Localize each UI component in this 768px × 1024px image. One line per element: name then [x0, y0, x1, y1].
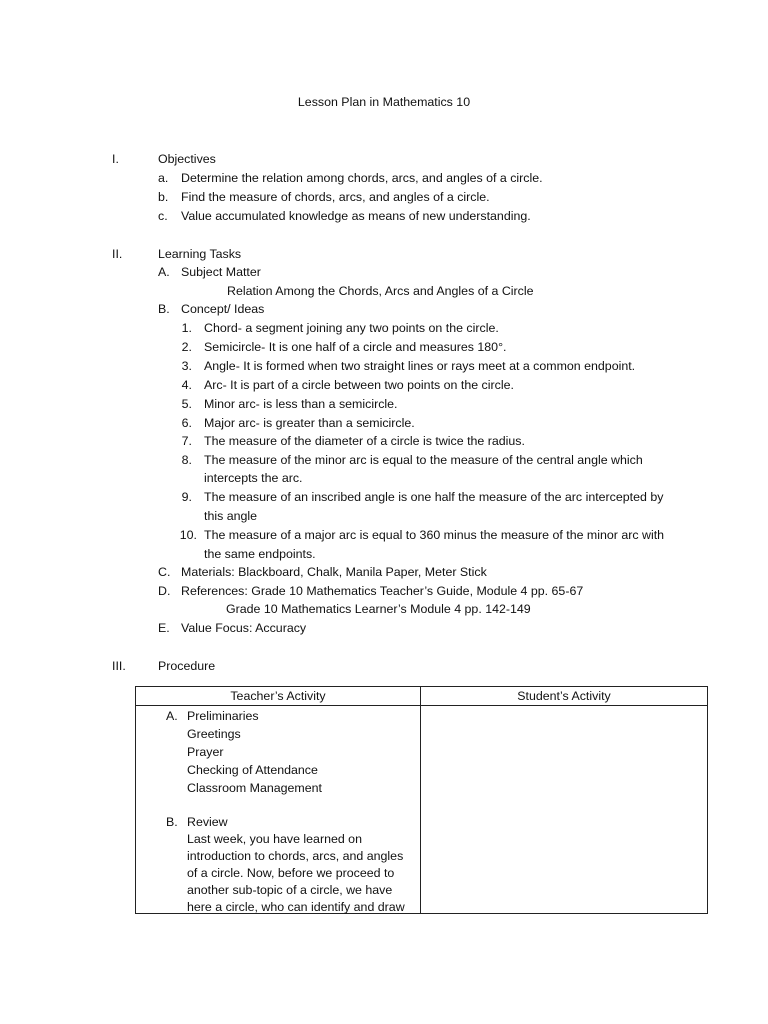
section-heading-objectives: Objectives [158, 152, 216, 166]
list-number: 5. [181, 397, 192, 411]
list-number: 10. [179, 528, 197, 542]
review-text-line: another sub-topic of a circle, we have [187, 883, 393, 897]
section-heading-learning-tasks: Learning Tasks [158, 247, 242, 261]
list-marker: A. [166, 709, 178, 723]
references-line-2: Grade 10 Mathematics Learner’s Module 4 pp. 142-149 [226, 602, 531, 616]
section-numeral: III. [112, 659, 126, 673]
references-line: References: Grade 10 Mathematics Teacher’s Guide, Module 4 pp. 65-67 [181, 584, 584, 598]
teacher-activity-cell [136, 706, 421, 914]
list-marker: E. [158, 621, 170, 635]
concept-item: The measure of an inscribed angle is one half the measure of the arc intercepted by [204, 490, 664, 504]
list-marker: B. [166, 815, 178, 829]
concept-item: The measure of a major arc is equal to 360 minus the measure of the minor arc with [204, 528, 665, 542]
list-marker: C. [158, 565, 171, 579]
student-activity-cell [421, 706, 708, 914]
concept-item: Minor arc- is less than a semicircle. [204, 397, 398, 411]
list-number: 3. [181, 359, 192, 373]
list-number: 4. [181, 378, 192, 392]
subject-matter-text: Relation Among the Chords, Arcs and Angles of a Circle [227, 284, 534, 298]
objective-item: Determine the relation among chords, arcs, and angles of a circle. [181, 171, 543, 185]
column-header-teacher: Teacher’s Activity [136, 687, 421, 706]
list-marker: B. [158, 302, 170, 316]
concept-item: The measure of the diameter of a circle is twice the radius. [204, 434, 525, 448]
list-number: 8. [181, 453, 192, 467]
list-marker: D. [158, 584, 171, 598]
column-header-student: Student’s Activity [421, 687, 708, 706]
preliminaries-item: Prayer [187, 745, 224, 759]
preliminaries-heading: Preliminaries [187, 709, 259, 723]
subject-matter-label: Subject Matter [181, 265, 261, 279]
preliminaries-item: Checking of Attendance [187, 763, 318, 777]
list-marker: A. [158, 265, 170, 279]
review-heading: Review [187, 815, 228, 829]
section-numeral: I. [112, 152, 119, 166]
list-marker: b. [158, 190, 169, 204]
review-text-line: introduction to chords, arcs, and angles [187, 849, 404, 863]
concept-item: Chord- a segment joining any two points on the circle. [204, 321, 499, 335]
page-title: Lesson Plan in Mathematics 10 [297, 95, 471, 109]
section-heading-procedure: Procedure [158, 659, 216, 673]
review-text-line: Last week, you have learned on [187, 832, 362, 846]
section-numeral: II. [112, 247, 123, 261]
concept-item-continued: this angle [204, 509, 258, 523]
concept-item: Semicircle- It is one half of a circle and measures 180°. [204, 340, 507, 354]
list-number: 6. [181, 416, 192, 430]
value-focus-line: Value Focus: Accuracy [181, 621, 307, 635]
list-number: 9. [181, 490, 192, 504]
concept-item: Arc- It is part of a circle between two points on the circle. [204, 378, 514, 392]
review-text-line: of a circle. Now, before we proceed to [187, 866, 395, 880]
concept-item: The measure of the minor arc is equal to the measure of the central angle which [204, 453, 643, 467]
list-marker: c. [158, 209, 168, 223]
concept-item: Angle- It is formed when two straight lines or rays meet at a common endpoint. [204, 359, 636, 373]
list-number: 1. [181, 321, 192, 335]
materials-line: Materials: Blackboard, Chalk, Manila Paper, Meter Stick [181, 565, 487, 579]
objective-item: Find the measure of chords, arcs, and angles of a circle. [181, 190, 490, 204]
concept-item: Major arc- is greater than a semicircle. [204, 416, 415, 430]
preliminaries-item: Greetings [187, 727, 241, 741]
list-marker: a. [158, 171, 169, 185]
concept-item-continued: the same endpoints. [204, 547, 316, 561]
concept-ideas-label: Concept/ Ideas [181, 302, 265, 316]
concept-item-continued: intercepts the arc. [204, 471, 303, 485]
preliminaries-item: Classroom Management [187, 781, 322, 795]
review-text-line: here a circle, who can identify and draw [187, 900, 405, 914]
procedure-table [135, 686, 708, 914]
list-number: 2. [181, 340, 192, 354]
list-number: 7. [181, 434, 192, 448]
objective-item: Value accumulated knowledge as means of new understanding. [181, 209, 531, 223]
